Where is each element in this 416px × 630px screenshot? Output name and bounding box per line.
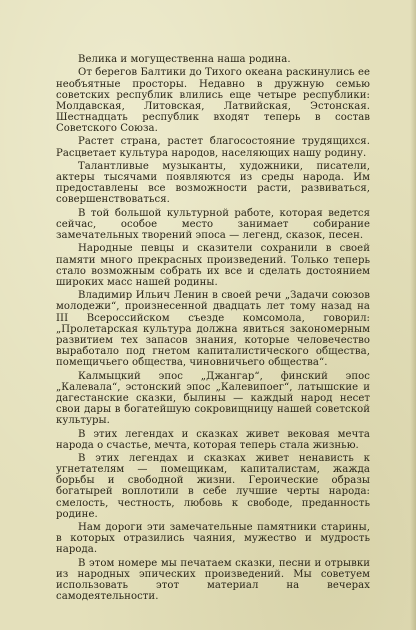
article-body	[56, 54, 370, 605]
paragraph-3: Растет страна, растет благосостояние трудящихся. Расцветает культура народов, населяющих нашу родину.	[56, 136, 370, 159]
paragraph-8: Калмыцкий эпос „Джангар“, финский эпос „Калевала“, эстонский эпос „Калевипоег“, латышские и дагестанские сказки, былины — каждый народ несет свои дары в богатейшую сокровищницу нашей советской культуры.	[56, 370, 370, 427]
paragraph-11: Нам дороги эти замечательные памятники старины, в которых отразились чаяния, мужество и мудрость народа.	[56, 522, 370, 556]
paragraph-7: Владимир Ильич Ленин в своей речи „Задачи союзов молодежи“, произнесенной двадцать лет тому назад на III Всероссийском съезде комсомола, говорил: „Пролетарская культура должна явиться закономерным развитием тех запасов знания, которые человечество выработало под гнетом капиталистического общества, помещичьего общества, чиновничьего общества“.	[56, 290, 370, 369]
paragraph-4: Талантливые музыканты, художники, писатели, актеры тысячами появляются из среды народа. Им предоставлены все возможности расти, развиваться, совершенствоваться.	[56, 160, 370, 206]
paragraph-6: Народные певцы и сказители сохранили в своей памяти много прекрасных произведений. Только теперь стало возможным собрать их все и сделать достоянием широких масс нашей родины.	[56, 243, 370, 288]
paragraph-12: В этом номере мы печатаем сказки, песни и отрывки из народных эпических произведений. Мы советуем использовать этот материал на вечерах самодеятельности.	[56, 557, 370, 603]
paragraph-1: Велика и могущественна наша родина.	[78, 54, 291, 65]
paragraph-9: В этих легендах и сказках живет вековая мечта народа о счастье, мечта, которая теперь стала жизнью.	[56, 428, 370, 451]
paragraph-10: В этих легендах и сказках живет ненависть к угнетателям — помещикам, капиталистам, жажда борьбы и свободной жизни. Героические образы богатырей воплотили в себе лучшие черты народа: смелость, честность, любовь к свободе, преданность родине.	[56, 453, 370, 520]
paragraph-2: От берегов Балтики до Тихого океана раскинулись ее необъятные просторы. Недавно в дружную семью советских республик влились еще четыре республики: Молдавская, Литовская, Латвийская, Эстонская. Шестнадцать республик входят теперь в состав Советского Союза.	[56, 67, 370, 135]
paragraph-5: В той большой культурной работе, которая ведется сейчас, особое место занимает собирание замечательных творений эпоса — легенд, сказок, песен.	[56, 207, 370, 242]
